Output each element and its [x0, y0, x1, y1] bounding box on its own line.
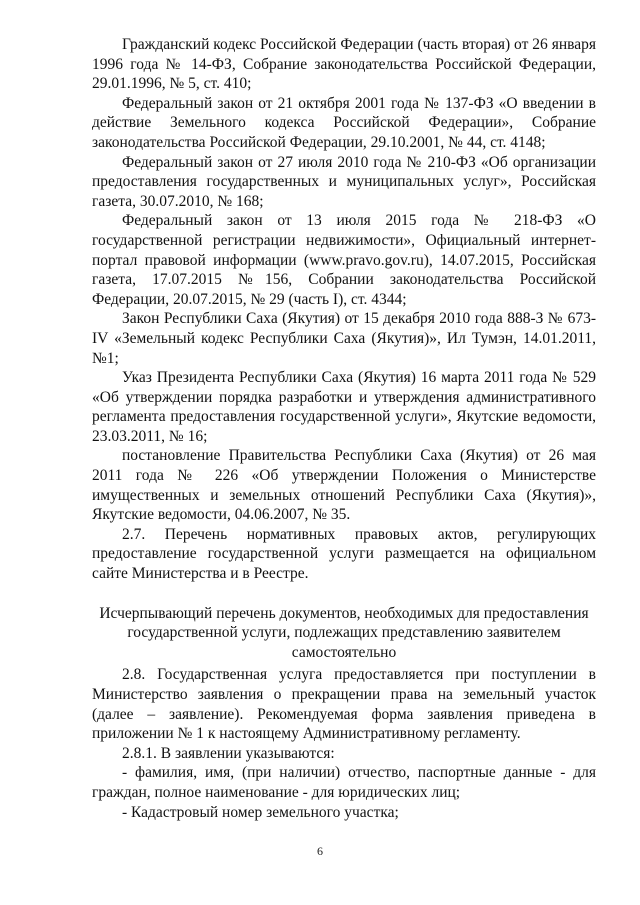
paragraph-law-137: Федеральный закон от 21 октября 2001 года № 137-ФЗ «О введении в действие Земельного кодекса Российской Федерации», Собрание законодательства Российской Федерации, 29.10.2001, № 44, ст. 4148; — [92, 94, 596, 151]
section-spacer — [92, 584, 596, 604]
document-body — [92, 35, 596, 822]
page-number: 6 — [317, 844, 323, 858]
section-heading: Исчерпывающий перечень документов, необходимых для предоставления государственной услуги, подлежащих представлению заявителем самостоятельно — [99, 604, 589, 661]
paragraph-land-code-yakutia: Закон Республики Саха (Якутия) от 15 декабря 2010 года 888-З № 673-IV «Земельный кодекс Республики Саха (Якутия)», Ил Тумэн, 14.01.2011, №1; — [92, 310, 596, 367]
paragraph-law-210: Федеральный закон от 27 июля 2010 года № 210-ФЗ «Об организации предоставления государственных и муниципальных услуг», Российская газета, 30.07.2010, № 168; — [92, 153, 596, 210]
list-item-cadastral-number: - Кадастровый номер земельного участка; — [122, 803, 399, 821]
paragraph-civil-code: Гражданский кодекс Российской Федерации (часть вторая) от 26 января 1996 года № 14-ФЗ, Собрание законодательства Российской Федерации, 29.01.1996, № 5, ст. 410; — [92, 36, 596, 93]
paragraph-2-7: 2.7. Перечень нормативных правовых актов, регулирующих предоставление государственной услуги размещается на официальном сайте Министерства и в Реестре. — [92, 525, 596, 583]
paragraph-resolution-226: постановление Правительства Республики Саха (Якутия) от 26 мая 2011 года № 226 «Об утверждении Положения о Министерстве имущественных и земельных отношений Республики Саха (Якутия)», Якутские ведомости, 04.06.2007, № 35. — [92, 447, 596, 524]
list-item-applicant-name: - фамилия, имя, (при наличии) отчество, паспортные данные - для граждан, полное наименование - для юридических лиц; — [92, 764, 596, 801]
paragraph-law-218: Федеральный закон от 13 июля 2015 года № 218-ФЗ «О государственной регистрации недвижимости», Официальный интернет-портал правовой информации (www.pravo.gov.ru), 14.07.2015, Российская газета, 17.07.2015 №156, Собрании законодательства Российской Федерации, 20.07.2015, № 29 (часть I), ст. 4344; — [92, 212, 596, 308]
paragraph-decree-529: Указ Президента Республики Саха (Якутия) 16 марта 2011 года № 529 «Об утверждении порядка разработки и утверждения административного регламента предоставления государственной услуги», Якутские ведомости, 23.03.2011, № 16; — [92, 369, 596, 445]
paragraph-2-8: 2.8. Государственная услуга предоставляется при поступлении в Министерство заявления о прекращении права на земельный участок (далее – заявление). Рекомендуемая форма заявления приведена в приложении № 1 к настоящему Административному регламенту. — [92, 666, 596, 743]
paragraph-2-8-1: 2.8.1. В заявлении указываются: — [122, 744, 335, 762]
